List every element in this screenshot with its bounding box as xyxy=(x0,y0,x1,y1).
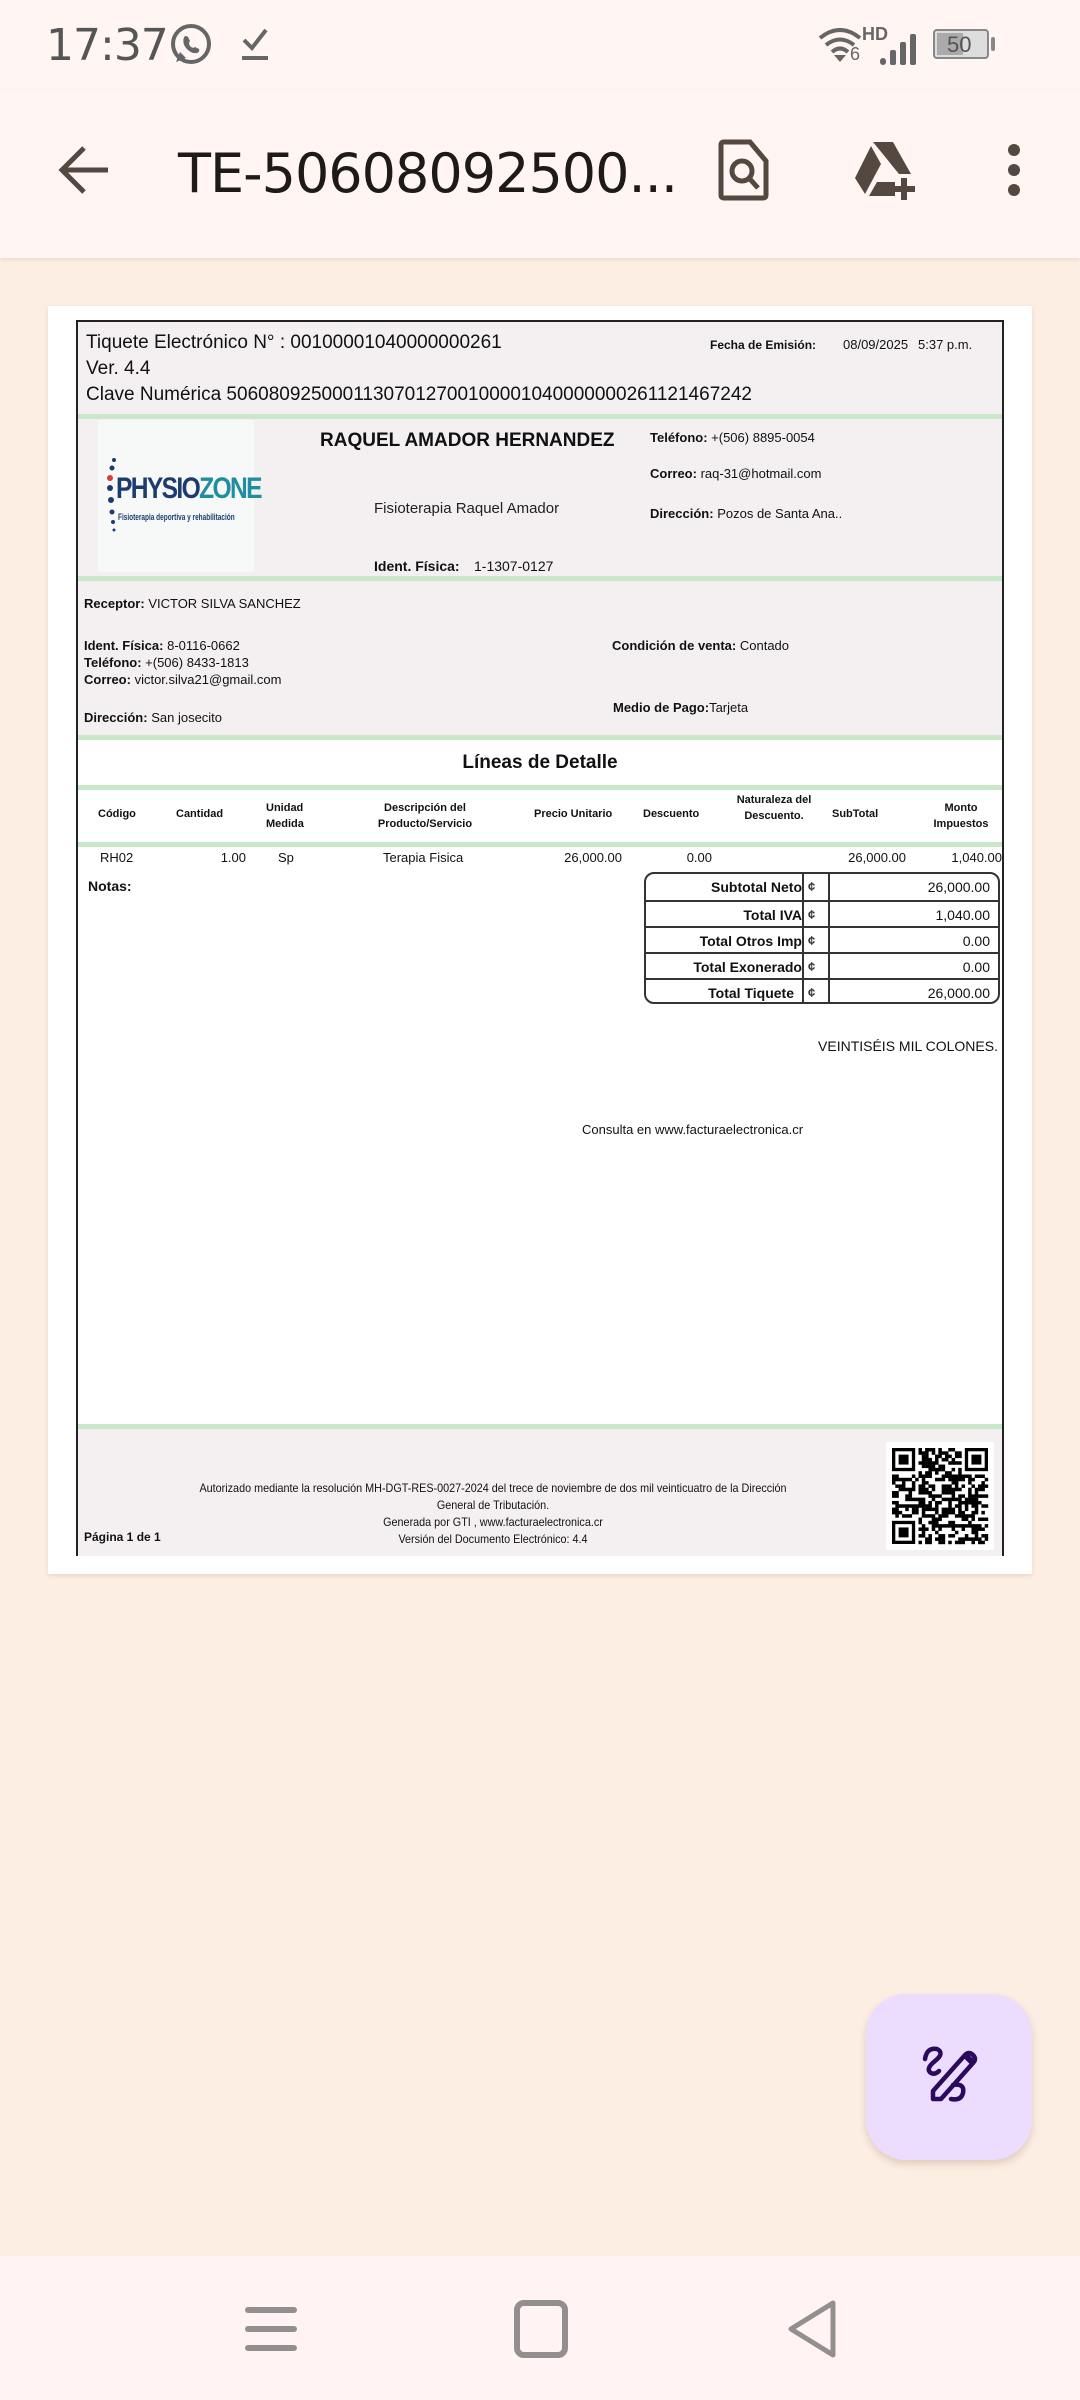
details-header-row xyxy=(78,792,1002,842)
column-header: Cantidad xyxy=(176,808,224,820)
column-header: Unidad Medida xyxy=(266,802,304,830)
totals-table xyxy=(644,872,1000,1004)
issuer-email: Correo: raq-31@hotmail.com xyxy=(650,466,822,481)
totals-label: Total Exonerado xyxy=(693,959,802,975)
table-row xyxy=(78,850,1002,870)
cell-impuestos: 1,040.00 xyxy=(951,850,1002,865)
details-title: Líneas de Detalle xyxy=(462,752,618,773)
cell-precio: 26,000.00 xyxy=(564,850,622,865)
receiver-ident: Ident. Física: 8-0116-0662 xyxy=(84,638,240,653)
currency-symbol: ¢ xyxy=(808,933,816,948)
annotate-fab[interactable] xyxy=(866,1994,1032,2160)
qr-code xyxy=(886,1442,994,1550)
document-title: TE-50608092500... xyxy=(178,142,678,205)
back-nav-button[interactable] xyxy=(776,2296,846,2366)
cell-descuento: 0.00 xyxy=(686,850,712,865)
totals-row-total xyxy=(646,978,998,1004)
column-header: SubTotal xyxy=(832,808,879,820)
ticket-number: Tiquete Electrónico N° : 00100001040000000261 xyxy=(86,332,502,353)
divider xyxy=(78,785,1002,790)
more-vert-icon xyxy=(1006,142,1022,203)
home-button[interactable] xyxy=(506,2296,576,2366)
totals-label: Total IVA xyxy=(743,907,802,923)
whatsapp-icon xyxy=(168,22,214,73)
back-button[interactable] xyxy=(44,132,124,212)
totals-row-otros xyxy=(646,926,998,952)
cell-cantidad: 1.00 xyxy=(220,850,246,865)
totals-value: 26,000.00 xyxy=(927,985,990,1001)
network-hd-label: HD xyxy=(862,24,888,44)
add-to-drive-button[interactable] xyxy=(846,132,926,212)
fecha-value: 08/09/2025 xyxy=(843,337,909,352)
issuer-trade-name: Fisioterapia Raquel Amador xyxy=(374,500,560,517)
sale-condition: Condición de venta: Contado xyxy=(612,638,790,653)
notes-label: Notas: xyxy=(88,878,132,894)
issuer-ident-value: 1-1307-0127 xyxy=(474,558,554,574)
wifi-generation-label: 6 xyxy=(850,44,861,64)
column-header: Monto Impuestos xyxy=(933,802,989,830)
issuer-ident-label: Ident. Física: xyxy=(374,558,460,574)
totals-row-exonerado xyxy=(646,952,998,978)
payment-method: Medio de Pago:Tarjeta xyxy=(613,700,749,715)
totals-value: 1,040.00 xyxy=(935,907,990,923)
consulta-link: Consulta en www.facturaelectronica.cr xyxy=(582,1122,804,1137)
invoice-frame xyxy=(76,320,1004,1556)
totals-value: 0.00 xyxy=(962,959,990,975)
totals-label: Subtotal Neto xyxy=(711,879,802,895)
recents-icon xyxy=(243,2301,299,2362)
totals-row-subtotal xyxy=(646,874,998,900)
footer-generated-by: Generada por GTI , www.facturaelectronica.cr xyxy=(383,1515,603,1529)
hora-value: 5:37 p.m. xyxy=(918,337,973,352)
download-done-icon xyxy=(240,26,272,67)
cell-subtotal: 26,000.00 xyxy=(848,850,906,865)
column-header: Precio Unitario xyxy=(534,808,613,820)
issuer-address: Dirección: Pozos de Santa Ana.. xyxy=(650,506,843,521)
recents-button[interactable] xyxy=(236,2296,306,2366)
receiver-name: Receptor: VICTOR SILVA SANCHEZ xyxy=(84,596,301,611)
issuer-name: RAQUEL AMADOR HERNANDEZ xyxy=(320,430,615,451)
find-in-document-icon xyxy=(718,139,770,206)
receiver-email: Correo: victor.silva21@gmail.com xyxy=(84,672,282,687)
amount-in-words: VEINTISÉIS MIL COLONES. xyxy=(818,1038,998,1054)
totals-value: 0.00 xyxy=(962,933,990,949)
back-nav-icon xyxy=(781,2299,841,2364)
logo-wordmark: PHYSIOZONE xyxy=(116,472,261,505)
navigation-bar xyxy=(0,2256,1080,2400)
currency-symbol: ¢ xyxy=(808,879,816,894)
totals-row-iva xyxy=(646,900,998,926)
issuer-logo xyxy=(98,420,261,572)
find-in-document-button[interactable] xyxy=(704,132,784,212)
cell-codigo: RH02 xyxy=(100,850,134,865)
back-icon xyxy=(56,144,112,201)
issuer-phone: Teléfono: +(506) 8895-0054 xyxy=(650,430,815,445)
footer-version: Versión del Documento Electrónico: 4.4 xyxy=(398,1532,588,1546)
divider xyxy=(78,735,1002,740)
add-to-drive-icon xyxy=(851,140,921,205)
qr-code-graphic xyxy=(886,1442,994,1550)
column-header: Código xyxy=(98,808,136,820)
home-icon xyxy=(513,2299,569,2364)
footer-authorization-cont: General de Tributación. xyxy=(436,1498,550,1512)
more-options-button[interactable] xyxy=(974,132,1054,212)
cell-descripcion: Terapia Fisica xyxy=(383,850,464,865)
status-time: 17:37 xyxy=(46,20,168,71)
column-header: Naturaleza del Descuento. xyxy=(736,794,812,822)
column-header: Descuento xyxy=(643,808,700,820)
pdf-page[interactable] xyxy=(48,306,1032,1574)
currency-symbol: ¢ xyxy=(808,985,816,1000)
app-bar xyxy=(0,90,1080,258)
totals-label: Total Otros Imp xyxy=(699,933,802,949)
signal-icon xyxy=(878,32,918,71)
footer-authorization: Autorizado mediante la resolución MH-DGT-RES-0027-2024 del trece de noviembre de dos mil veinticuatro de la Dirección xyxy=(199,1481,787,1495)
logo-tagline: Fisioterapia deportiva y rehabilitación xyxy=(118,512,235,522)
document-version: Ver. 4.4 xyxy=(86,358,151,379)
footer-text xyxy=(78,1480,908,1548)
status-bar xyxy=(0,0,1080,90)
totals-value: 26,000.00 xyxy=(927,879,990,895)
currency-symbol: ¢ xyxy=(808,959,816,974)
clave-numerica: Clave Numérica 50608092500011307012700100001040000000261121467242 xyxy=(86,384,752,405)
receiver-address: Dirección: San josecito xyxy=(84,710,223,725)
column-header: Descripción del Producto/Servicio xyxy=(377,802,473,830)
cell-unidad: Sp xyxy=(278,850,294,865)
totals-label: Total Tiquete xyxy=(708,985,794,1001)
battery-level: 50 xyxy=(947,32,972,57)
draw-annotate-icon xyxy=(919,2045,979,2110)
currency-symbol: ¢ xyxy=(808,907,816,922)
divider xyxy=(78,842,1002,847)
receiver-phone: Teléfono: +(506) 8433-1813 xyxy=(84,655,249,670)
page-indicator: Página 1 de 1 xyxy=(84,1530,161,1544)
fecha-label: Fecha de Emisión: xyxy=(710,338,817,352)
